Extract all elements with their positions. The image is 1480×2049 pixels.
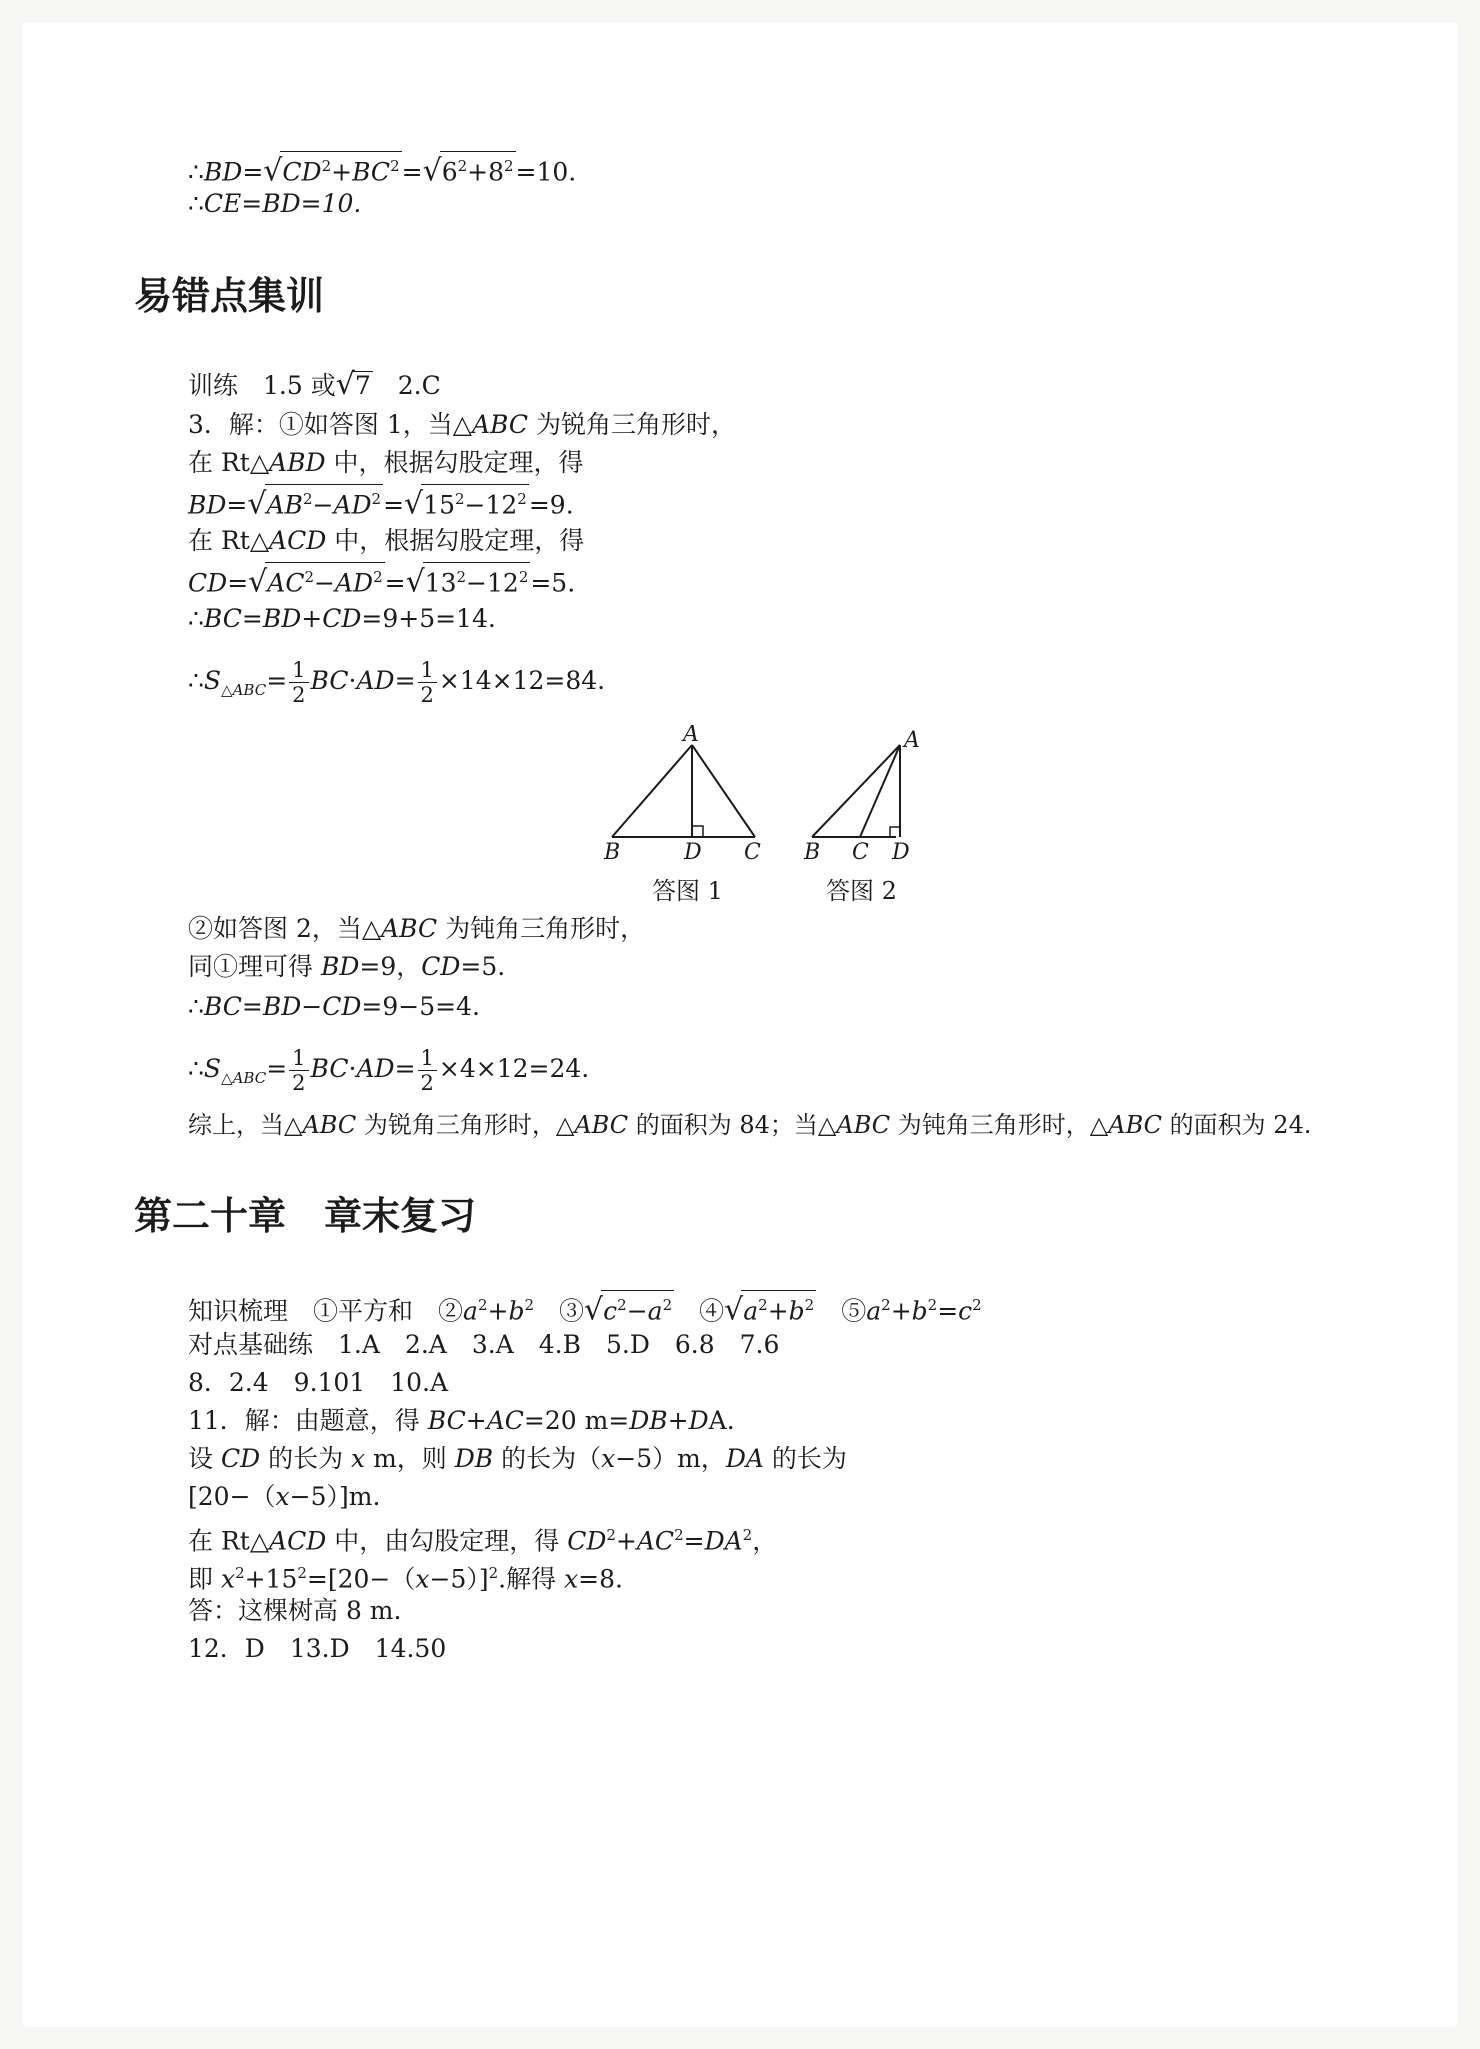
bd-result-line: $\therefore BD=√CD^2+BC^2=√6^2+8^2=10$. xyxy=(188,151,576,189)
figure-1 xyxy=(600,725,770,865)
area2-line: $\therefore S_{\triangle ABC}=$ $\frac{1}{2}$ BC·AD= $\frac{1}{2}$ ×4×12=24. xyxy=(188,1046,590,1095)
summary-line: 综上，当△ABC 为锐角三角形时，△ABC 的面积为 84；当△ABC 为钝角三角形时，△ABC 的面积为 24. xyxy=(188,1111,1312,1139)
bd-calc-line: $BD=√AB^2-AD^2=√15^2-12^2=9$. xyxy=(188,484,574,522)
case2-same: 同①理可得 BD=9，CD=5. xyxy=(188,952,506,981)
training-line: 训练 1.5 或√7 2.C xyxy=(188,367,441,402)
basic-label: 对点基础练 xyxy=(188,1330,314,1359)
q11-rt: 在 Rt△ACD 中，由勾股定理，得 $CD^2+AC^2=DA^2$， xyxy=(188,1526,778,1556)
answers-12-14: 12．D 13.D 14.50 xyxy=(188,1634,447,1663)
q11-set2: [20−（x−5）]m. xyxy=(188,1482,381,1511)
q11-set: 设 CD 的长为 x m，则 DB 的长为（x−5）m，DA 的长为 xyxy=(188,1444,847,1473)
cd-calc-line: $CD=√AC^2-AD^2=√13^2-12^2=5$. xyxy=(188,562,575,600)
rt-acd-line: 在 Rt△ACD 中，根据勾股定理，得 xyxy=(188,526,585,555)
fig2-label-c: C xyxy=(852,840,869,865)
q11-answer: 答：这棵树高 8 m. xyxy=(188,1596,402,1625)
ce-result-line: ∴CE=BD=10. xyxy=(188,189,362,218)
fig2-label-a: A xyxy=(904,728,920,753)
figure2-caption: 答图 2 xyxy=(826,877,897,905)
basic-answers: 1.A 2.A 3.A 4.B 5.D 6.8 7.6 xyxy=(338,1330,780,1359)
knowledge-line: 知识梳理 ①平方和 $②a^2+b^2$ $③√c^2-a^2$ $④√a^2+b^2$ $⑤a^2+b^2=c^2$ xyxy=(188,1288,982,1328)
fig1-label-d: D xyxy=(684,840,702,865)
area1-line: $\therefore S_{\triangle ABC}=$ $\frac{1}{2}$ BC·AD= $\frac{1}{2}$ ×14×12=84. xyxy=(188,658,606,707)
bc-sum-line: ∴BC=BD+CD=9+5=14. xyxy=(188,604,496,633)
answers-8-10: 8．2.4 9.101 10.A xyxy=(188,1368,449,1397)
knowledge-label: 知识梳理 xyxy=(188,1296,289,1326)
figure-2 xyxy=(800,725,930,865)
page xyxy=(22,22,1458,2027)
bc-diff-line: ∴BC=BD−CD=9−5=4. xyxy=(188,992,480,1021)
fig2-label-b: B xyxy=(804,840,821,865)
fig2-label-d: D xyxy=(892,840,910,865)
q11-intro: 11．解：由题意，得 BC+AC=20 m=DB+DA. xyxy=(188,1406,735,1435)
fig1-label-c: C xyxy=(744,840,761,865)
rt-abd-line: 在 Rt△ABD 中，根据勾股定理，得 xyxy=(188,448,584,477)
figure1-caption: 答图 1 xyxy=(652,877,723,905)
fig1-label-b: B xyxy=(604,840,621,865)
section-title-errors: 易错点集训 xyxy=(134,274,325,318)
q3-intro: 3．解：①如答图 1，当△ABC 为锐角三角形时， xyxy=(188,410,736,439)
basic-line xyxy=(188,1328,779,1362)
q11-eq: 即 $x^2+15^2=[20-(x-5)]^2$.解得 x=8. xyxy=(188,1564,623,1594)
training-label: 训练 xyxy=(188,371,239,400)
fig1-label-a: A xyxy=(683,725,699,747)
case2-intro: ②如答图 2，当△ABC 为钝角三角形时， xyxy=(188,914,646,943)
section-title-chapter: 第二十章 章末复习 xyxy=(134,1194,477,1238)
